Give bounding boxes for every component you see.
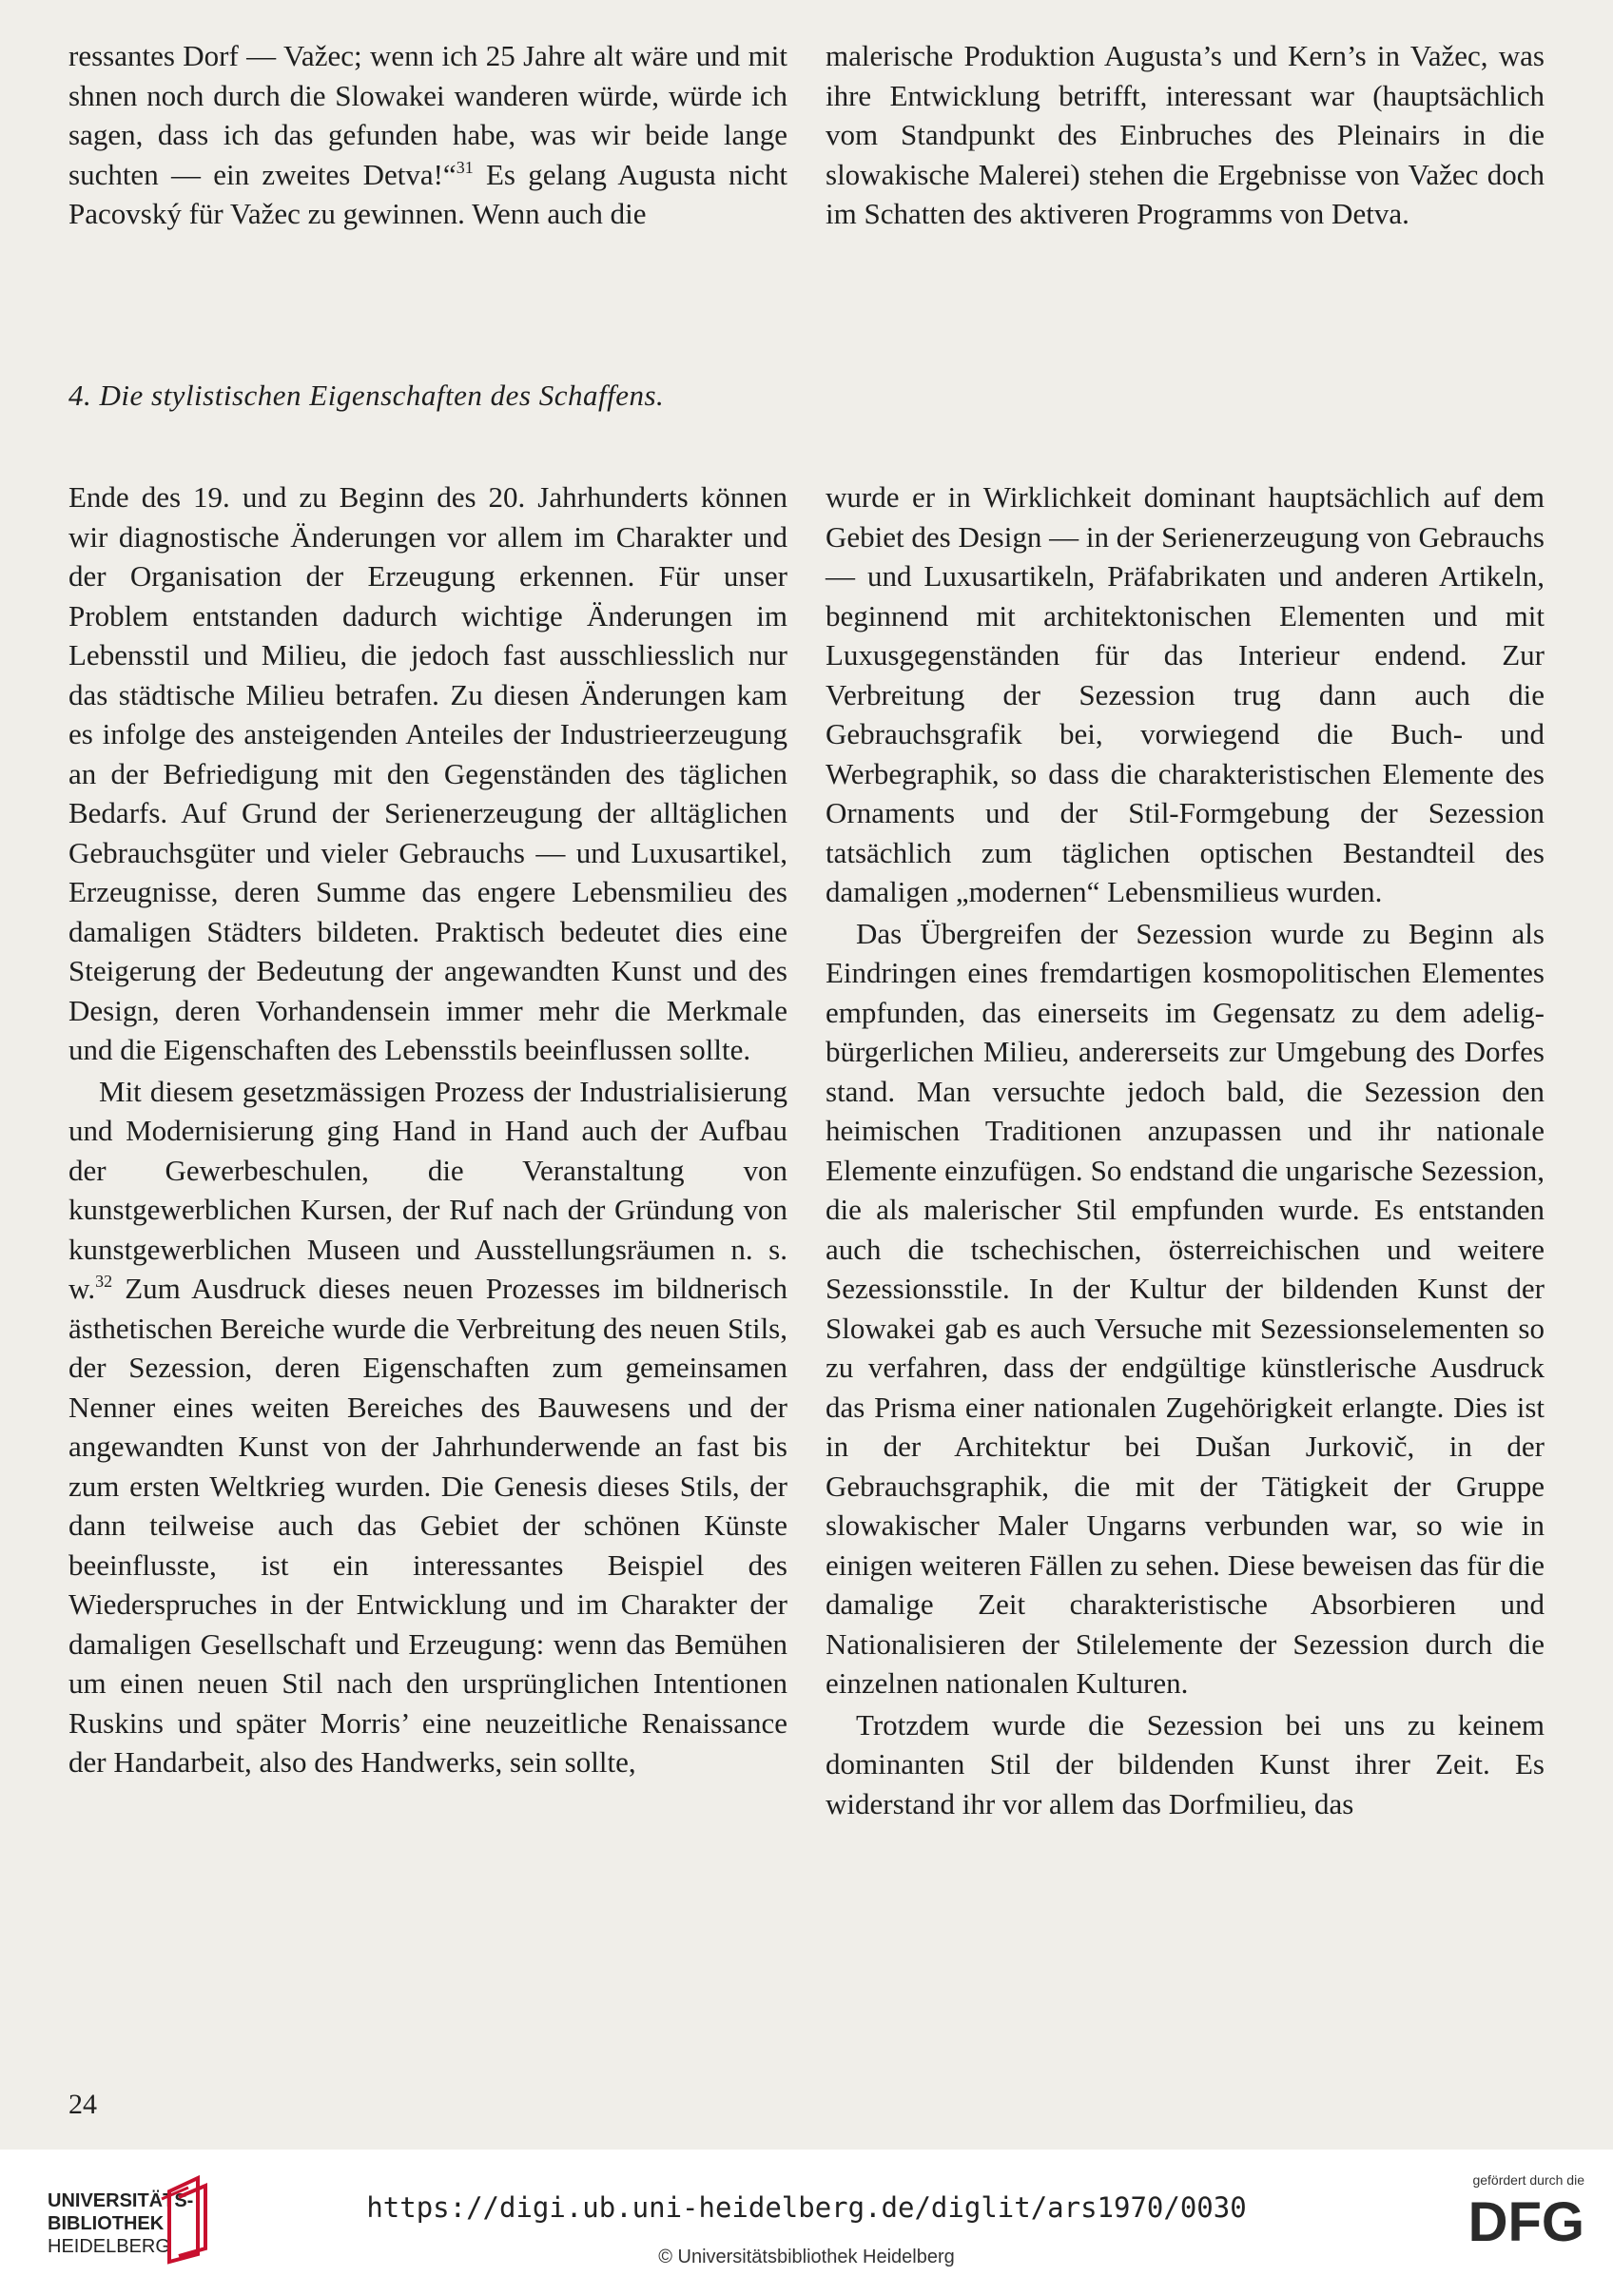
upper-right-column [826,36,1545,234]
digitization-footer [0,2150,1613,2296]
funding-text: gefördert durch die [1472,2172,1584,2188]
paragraph: wurde er in Wirklichkeit dominant hauptsächlich auf dem Gebiet des Design — in der Serienerzeugung von Gebrauchs— und Luxusartikeln, Präfabrikaten und anderen Artikeln, beginnend mit architektonischen Elementen und mit Luxusgegenständen für das Interieur endend. Zur Verbreitung der Sezession trug dann auch die Gebrauchsgrafik bei, vorwiegend die Buch- und Werbegraphik, so dass die charakteristischen Elemente des Ornaments und der Stil-Formgebung der Sezession tatsächlich zum täglichen optischen Bestandteil des damaligen „modernen“ Lebensmilieus wurden. [826,480,1545,908]
text-run: Mit diesem gesetzmässigen Prozess der Industrialisierung und Modernisierung ging Hand in Hand auch der Aufbau der Gewerbeschulen, die Veranstaltung von kunstgewerblichen Kursen, der Ruf nach der Gründung von kunstgewerblichen Museen und Ausstellungsräumen n. s. w. [68,1074,787,1305]
left-column [68,477,787,1823]
section-heading: 4. Die stylistischen Eigenschaften des Schaffens. [68,379,665,412]
page-number: 24 [68,2089,97,2120]
library-name-line: UNIVERSITÄTS- [48,2190,194,2211]
body-text-block [68,477,1545,1823]
upper-text-block [68,36,1545,234]
paragraph: Trotzdem wurde die Sezession bei uns zu keinem dominanten Stil der bildenden Kunst ihrer Zeit. Es widerstand ihr vor allem das Dorfmilieu, das [826,1707,1545,1820]
paragraph [68,1072,787,1782]
text-run: ressantes Dorf — Važec; wenn ich 25 Jahre alt wäre und mit shnen noch durch die Slowakei wanderen würde, würde ich sagen, dass ich das gefunden habe, was wir beide lange suchten — ein zweites Detva!“ [68,39,787,191]
text-run: Zum Ausdruck dieses neuen Prozesses im bildnerisch ästhetischen Bereiche wurde die Verbreitung des neuen Stils, der Sezession, deren Eigenschaften zum gemeinsamen Nenner eines weiten Bereiches des Bauwesens und der angewandten Kunst von der Jahrhunderwende an fast bis zum ersten Weltkrieg wurden. Die Genesis dieses Stils, der dann teilweise auch das Gebiet der schönen Künste beeinflusste, ist ein interessantes Beispiel des Wiederspruches in der Entwicklung und im Charakter der damaligen Gesellschaft und Erzeugung: wenn das Bemühen um einen neuen Stil nach den ursprünglichen Intentionen Ruskins und später Morris’ eine neuzeitliche Renaissance der Handarbeit, also des Handwerks, sein sollte, [68,1272,787,1779]
upper-left-column [68,36,787,234]
paragraph: Ende des 19. und zu Beginn des 20. Jahrhunderts können wir diagnostische Änderungen vor allem im Charakter und der Organisation der Erzeugung erkennen. Für unser Problem entstanden dadurch wichtige Änderungen im Lebensstil und Milieu, die jedoch fast ausschliesslich nur das städtische Milieu betrafen. Zu diesen Änderungen kam es infolge des ansteigenden Anteiles der Industrieerzeugung an der Befriedigung mit den Gegenständen des täglichen Bedarfs. Auf Grund der Serienerzeugung der alltäglichen Gebrauchsgüter und vieler Gebrauchs — und Luxusartikel, Erzeugnisse, deren Summe das engere Lebensmilieu des damaligen Städters bildeten. Praktisch bedeutet dies eine Steigerung der Bedeutung der angewandten Kunst und des Design, deren Vorhandensein immer mehr die Merkmale und die Eigenschaften des Lebensstils beeinflussen sollte. [68,480,787,1066]
copyright-notice: © Universitätsbibliothek Heidelberg [658,2247,955,2267]
footnote-ref: 31 [456,157,474,177]
library-name-line: HEIDELBERG [48,2236,170,2257]
funding-notice [1423,2172,1584,2248]
paragraph: malerische Produktion Augusta’s und Kern’s in Važec, was ihre Entwicklung betrifft, interessant war (hauptsächlich vom Standpunkt des Einbruches des Pleinairs in die slowakische Malerei) stehen die Ergebnisse von Važec doch im Schatten des aktiveren Programms von Detva. [826,39,1545,230]
paragraph: Das Übergreifen der Sezession wurde zu Beginn als Eindringen eines fremdartigen kosmopolitischen Elementes empfunden, das einerseits im Gegensatz zu dem adelig-bürgerlichen Milieu, andererseits zur Umgebung des Dorfes stand. Man versuchte jedoch bald, die Sezession den heimischen Traditionen anzupassen und ihr nationale Elemente einzufügen. So endstand die ungarische Sezession, die als malerischer Stil empfunden wurde. Es entstanden auch die tschechischen, österreichischen und weitere Sezessionsstile. In der Kultur der bildenden Kunst der Slowakei gab es auch Versuche mit Sezessionselementen so zu verfahren, dass der endgültige künstlerische Ausdruck das Prisma einer nationalen Zugehörigkeit erlangte. Dies ist in der Architektur bei Dušan Jurkovič, in der Gebrauchsgraphik, die mit der Tätigkeit der Gruppe slowakischer Maler Ungarns verbunden war, so wie in einigen weiteren Fällen zu sehen. Diese beweisen das für die damalige Zeit charakteristische Absorbieren und Nationalisieren der Stilelemente der Sezession durch die einzelnen nationalen Kulturen. [826,916,1545,1700]
footnote-ref: 32 [95,1272,113,1291]
dfg-logo-text: DFG [1467,2191,1584,2248]
text-run: Es gelang Augusta nicht Pacovský für Važec zu gewinnen. Wenn auch die [68,157,788,230]
paragraph [68,36,787,234]
right-column [826,477,1545,1823]
permalink-url[interactable]: https://digi.ub.uni-heidelberg.de/diglit/ars1970/0030 [366,2191,1247,2224]
library-name-line: BIBLIOTHEK [48,2213,165,2234]
dfg-logo-icon [1423,2191,1584,2248]
